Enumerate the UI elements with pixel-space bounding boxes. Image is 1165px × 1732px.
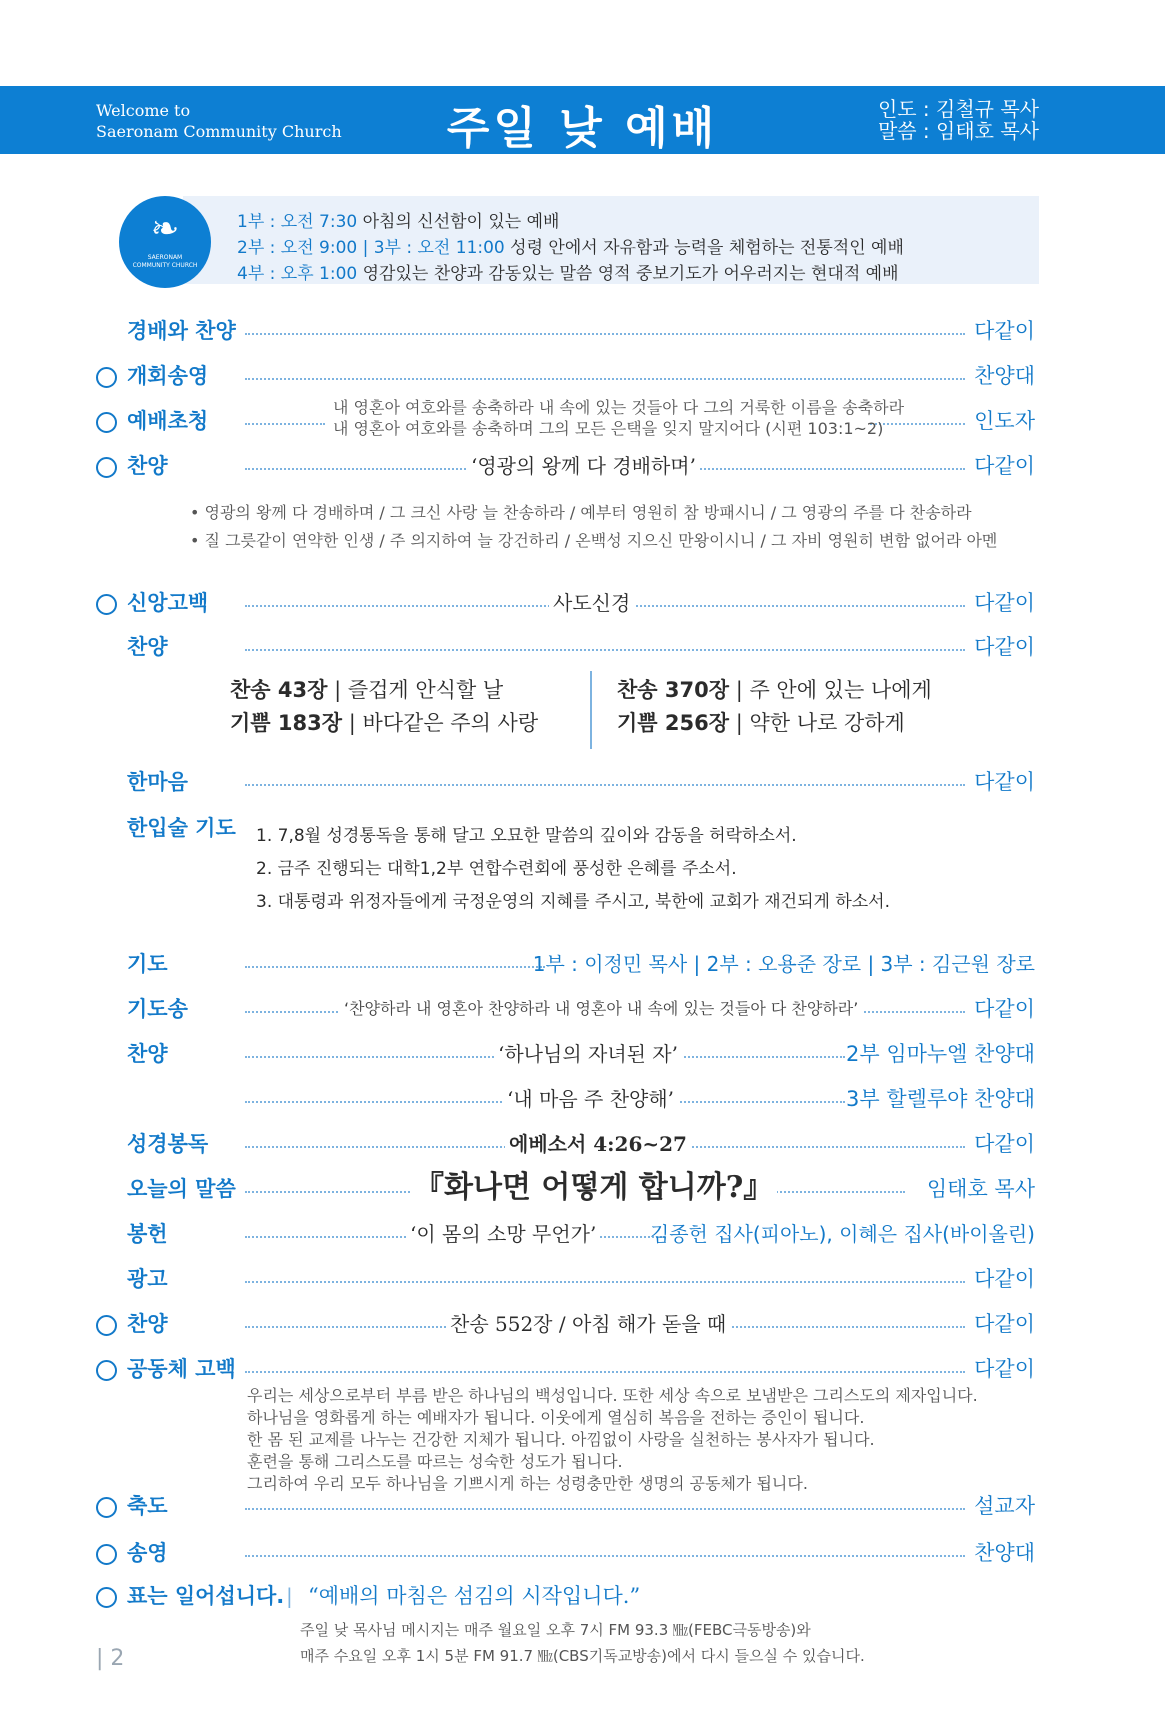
confession-line: 우리는 세상으로부터 부름 받은 하나님의 백성입니다. 또한 세상 속으로 보냄받은 그리스도의 제자입니다. [247,1386,978,1405]
hymn-item: 찬송 43장 | 즐겁게 안식할 날 [230,678,504,702]
prayer-item: 1. 7,8월 성경통독을 통해 달고 오묘한 말씀의 깊이와 감동을 허락하소서. [256,826,797,846]
lyric-line: • 영광의 왕께 다 경배하며 / 그 크신 사랑 늘 찬송하라 / 예부터 영원히 참 방패시니 / 그 영광의 주를 다 찬송하라 [190,503,972,522]
church-name: Saeronam Community Church [96,122,342,141]
hymn-divider [590,671,592,749]
schedule-desc: 아침의 신선함이 있는 예배 [362,212,560,232]
prayer-item: 2. 금주 진행되는 대학1,2부 연합수련회에 풍성한 은혜를 주소서. [256,859,737,879]
leader-text: 인도 : 김철규 목사 [877,97,1039,121]
confession-line: 그리하여 우리 모두 하나님을 기쁘시게 하는 성령충만한 생명의 공동체가 됩니다. [247,1474,808,1493]
order-closing: 송영 찬양대 [0,1538,1165,1572]
stand-note: 표는 일어섭니다. | “예배의 마침은 섬김의 시작입니다.” [0,1581,1165,1615]
page-title: 주일 낮 예배 [446,103,719,154]
broadcast-line: 매주 수요일 오후 1시 5분 FM 91.7 ㎒(CBS기독교방송)에서 다시 들으실 수 있습니다. [300,1647,865,1665]
confession-line: 하나님을 영화롭게 하는 예배자가 됩니다. 이웃에게 열심히 복음을 전하는 증인이 됩니다. [247,1408,865,1427]
stand-circle-icon [96,412,117,433]
order-praise2: 찬양 ‘하나님의 자녀된 자’ 2부 임마누엘 찬양대 [0,1039,1165,1073]
hymn-item: 기쁨 256장 | 약한 나로 강하게 [617,711,905,735]
schedule-time: 2부 : 오전 9:00 | 3부 : 오전 11:00 [237,238,505,258]
leaders [878,98,1039,142]
order-announce: 광고 다같이 [127,1267,1035,1291]
stand-circle-icon [96,1544,117,1565]
order-worship-praise: 경배와 찬양 다같이 [127,319,1035,343]
order-unison-prayer: 한입술 기도 [127,816,236,840]
church-logo [119,196,211,288]
order-one-heart: 한마음 다같이 [127,770,1035,794]
schedule-item [237,259,899,284]
order-benediction: 축도 설교자 [0,1491,1165,1525]
schedule-time: 1부 : 오전 7:30 [237,212,358,232]
stand-circle-icon [96,594,117,615]
stand-circle-icon [96,457,117,478]
order-sermon: 오늘의 말씀 『화나면 어떻게 합니까?』 임태호 목사 [0,1174,1165,1208]
welcome-line1: Welcome to [96,101,191,120]
confession-line: 한 몸 된 교제를 나누는 건강한 지체가 됩니다. 아낌없이 사랑을 실천하는 봉사자가 됩니다. [247,1430,875,1449]
stand-circle-icon [96,1587,117,1608]
order-offering: 봉헌 ‘이 몸의 소망 무언가’ 김종헌 집사(피아노), 이혜은 집사(바이올린) [0,1219,1165,1253]
schedule-time: 4부 : 오후 1:00 [237,264,358,284]
schedule-item [237,233,904,258]
order-prayer-song: 기도송 ‘찬양하라 내 영혼아 찬양하라 내 영혼아 내 속에 있는 것들아 다 찬양하라’ 다같이 [0,994,1165,1028]
confession-line: 훈련을 통해 그리스도를 따르는 성숙한 성도가 됩니다. [247,1452,623,1471]
logo-name2: COMMUNITY CHURCH [132,262,198,269]
page-number: | 2 [96,1646,125,1671]
schedule-desc: 영감있는 찬양과 감동있는 말씀 영적 중보기도가 어우러지는 현대적 예배 [362,264,899,284]
stand-circle-icon [96,367,117,388]
closing-quote: “예배의 마침은 섬김의 시작입니다.” [308,1584,641,1608]
logo-name1: SAERONAM [147,254,183,261]
order-praise2-choir3: ‘내 마음 주 찬양해’ 3부 할렐루야 찬양대 [0,1084,1165,1118]
prayer-item: 3. 대통령과 위정자들에게 국정운영의 지혜를 주시고, 북한에 교회가 재건되게 하소서. [256,892,891,912]
fish-icon: ❧ [150,209,180,249]
preacher-text: 말씀 : 임태호 목사 [877,119,1039,143]
broadcast-info [300,1617,865,1669]
call-text: 내 영혼아 여호와를 송축하며 그의 모든 은택을 잊지 말지어다 (시편 103:1~2) [333,419,884,438]
stand-circle-icon [96,1315,117,1336]
header-bar [0,86,1165,154]
hymn-item: 기쁨 183장 | 바다같은 주의 사랑 [230,711,539,735]
order-praise1: 찬양 ‘영광의 왕께 다 경배하며’ 다같이 [0,451,1165,485]
sermon-title: 『화나면 어떻게 합니까?』 [410,1166,777,1210]
order-praise3: 찬양 찬송 552장 / 아침 해가 돋을 때 다같이 [0,1309,1165,1343]
broadcast-line: 주일 낮 목사님 메시지는 매주 월요일 오후 7시 FM 93.3 ㎒(FEBC극동방송)와 [300,1621,811,1639]
order-scripture: 성경봉독 에베소서 4:26~27 다같이 [0,1129,1165,1163]
order-opening: 개회송영 찬양대 [0,361,1165,395]
schedule-item [237,207,559,232]
lyric-line: • 질 그릇같이 연약한 인생 / 주 의지하여 늘 강건하리 / 온백성 지으신 만왕이시니 / 그 자비 영원히 변함 없어라 아멘 [190,531,998,550]
stand-circle-icon [96,1360,117,1381]
order-prayer: 기도 1부 : 이정민 목사 | 2부 : 오용준 장로 | 3부 : 김근원 장로 [127,952,1035,976]
schedule-desc: 성령 안에서 자유함과 능력을 체험하는 전통적인 예배 [510,238,904,258]
order-call: 예배초청 인도자 [0,406,1165,440]
order-community: 공동체 고백 다같이 [0,1354,1165,1388]
order-hymns: 찬양 다같이 [127,635,1035,659]
hymn-item: 찬송 370장 | 주 안에 있는 나에게 [617,678,932,702]
order-creed: 신앙고백 사도신경 다같이 [0,588,1165,622]
call-text: 내 영혼아 여호와를 송축하라 내 속에 있는 것들아 다 그의 거룩한 이름을 송축하라 [333,398,905,417]
stand-circle-icon [96,1497,117,1518]
